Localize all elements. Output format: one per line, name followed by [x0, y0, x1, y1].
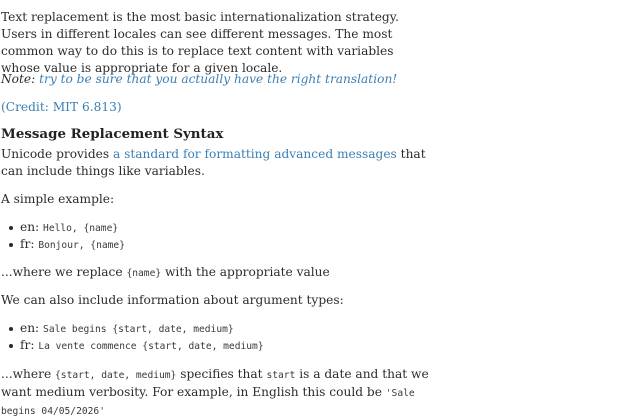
- list-item: [1, 219, 125, 236]
- locale-label: en:: [20, 321, 40, 335]
- message-code: La vente commence {start, date, medium}: [38, 341, 264, 352]
- message-code: Hello, {name}: [43, 223, 119, 234]
- message-code: Sale begins {start, date, medium}: [43, 324, 234, 335]
- inline-code: {start, date, medium}: [55, 370, 177, 381]
- list-item: [1, 236, 125, 253]
- argument-types-intro: We can also include information about argument types:: [1, 293, 344, 307]
- simple-example-explanation: [1, 264, 330, 282]
- inline-code: {name}: [126, 268, 162, 279]
- translation-note-link[interactable]: try to be sure that you actually have the right translation!: [39, 72, 398, 86]
- note-label: Note:: [1, 72, 36, 86]
- unicode-paragraph: [1, 146, 431, 180]
- explanation-text: ...where: [1, 367, 56, 381]
- explanation-text: with the appropriate value: [161, 265, 330, 279]
- list-item: [1, 337, 264, 354]
- unicode-standard-link[interactable]: a standard for formatting advanced messages: [112, 147, 397, 161]
- explanation-text: specifies that: [176, 367, 267, 381]
- explanation-text: ...where we replace: [1, 265, 127, 279]
- section-heading: Message Replacement Syntax: [1, 126, 224, 142]
- locale-label: fr:: [20, 338, 35, 352]
- inline-code: 'Sale begins 04/05/2026': [1, 388, 415, 417]
- argument-types-explanation: [1, 366, 441, 420]
- unicode-prefix: Unicode provides: [1, 147, 113, 161]
- argument-types-list: [1, 320, 264, 354]
- unicode-suffix: that can include things like variables.: [1, 147, 426, 178]
- locale-label: fr:: [20, 237, 35, 251]
- message-code: Bonjour, {name}: [38, 240, 125, 251]
- explanation-text: is a date and that we want medium verbosity. For example, in English this could be: [1, 367, 429, 399]
- simple-example-intro: A simple example:: [1, 192, 115, 206]
- locale-label: en:: [20, 220, 40, 234]
- credit-link[interactable]: (Credit: MIT 6.813): [1, 100, 122, 114]
- list-item: [1, 320, 264, 337]
- intro-paragraph: Text replacement is the most basic internationalization strategy. Users in different locales can see different messages. The most common way to do this is to replace text content with variables whose value is appropriate for a given locale.: [1, 10, 399, 75]
- credit-paragraph: [1, 99, 122, 116]
- inline-code: start: [266, 370, 296, 381]
- simple-example-list: [1, 219, 125, 253]
- note-paragraph: [1, 71, 397, 88]
